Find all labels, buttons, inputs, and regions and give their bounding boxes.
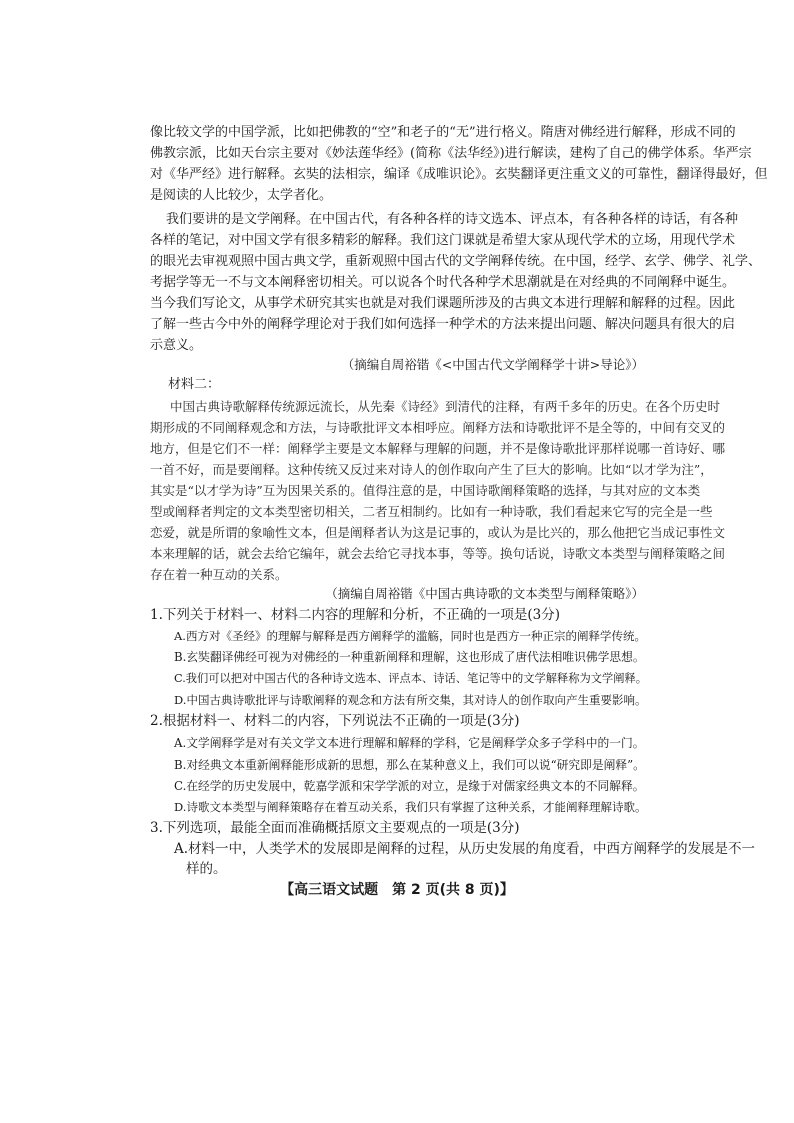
material2-line: 本来理解的话，就会去给它编年，就会去给它寻找本事，等等。换句话说，诗歌文本类型与阐释策略之间 xyxy=(150,546,726,561)
question-3-stem: 3.下列选项，最能全面而准确概括原文主要观点的一项是(3分) xyxy=(150,820,520,836)
material2-line: 存在着一种互动的关系。 xyxy=(150,567,288,582)
page-footer: 【高三语文试题 第 2 页(共 8 页)】 xyxy=(280,882,514,898)
passage1-source: （摘编自周裕锴《<中国古代文学阐释学十讲>导论》） xyxy=(341,357,644,372)
passage1-line: 佛教宗派，比如天台宗主要对《妙法莲华经》(简称《法华经》)进行解读，建构了自己的佛学体系。华严宗 xyxy=(150,146,752,161)
question-2-option-b[interactable]: B.对经典文本重新阐释能形成新的思想，那么在某种意义上，我们可以说“研究即是阐释”。 xyxy=(174,758,645,772)
question-2-option-a[interactable]: A.文学阐释学是对有关文学文本进行理解和解释的学科，它是阐释学众多子学科中的一门。 xyxy=(174,736,645,750)
question-3-option-a[interactable]: A.材料一中，人类学术的发展即是阐释的过程，从历史发展的角度看，中西方阐释学的发展是不一 xyxy=(174,841,756,857)
question-1-option-b[interactable]: B.玄奘翻译佛经可视为对佛经的一种重新阐释和理解，这也形成了唐代法相唯识佛学思想。 xyxy=(174,650,645,664)
material2-source: （摘编自周裕锴《中国古典诗歌的文本类型与阐释策略》） xyxy=(325,586,644,601)
question-2-option-d[interactable]: D.诗歌文本类型与阐释策略存在着互动关系，我们只有掌握了这种关系，才能阐释理解诗歌。 xyxy=(174,800,647,814)
material2-line: 其实是“以才学为诗”互为因果关系的。值得注意的是，中国诗歌阐释策略的选择，与其对应的文本类 xyxy=(150,483,701,498)
material2-line: 中国古典诗歌解释传统源远流长，从先秦《诗经》到清代的注释，有两千多年的历史。在各个历史时 xyxy=(170,399,721,414)
passage1-para2-line: 当今我们写论文，从事学术研究其实也就是对我们课题所涉及的古典文本进行理解和解释的过程。因此 xyxy=(150,296,736,311)
material2-line: 恋爱，就是所谓的象喻性文本，但是阐释者认为这是记事的，或认为是比兴的，那么他把它当成记事性文 xyxy=(150,525,726,540)
passage1-para2-line: 了解一些古今中外的阐释学理论对于我们如何选择一种学术的方法来提出问题、解决问题具有很大的启 xyxy=(150,317,736,332)
passage1-para2-line: 考据学等无一不与文本阐释密切相关。可以说各个时代各种学术思潮就是在对经典的不同阐释中诞生。 xyxy=(150,275,736,290)
question-3-option-a-cont: 样的。 xyxy=(186,861,227,877)
question-1-option-d[interactable]: D.中国古典诗歌批评与诗歌阐释的观念和方法有所交集，其对诗人的创作取向产生重要影响。 xyxy=(174,693,647,707)
passage1-para2-line: 各样的笔记，对中国文学有很多精彩的解释。我们这门课就是希望大家从现代学术的立场，用现代学术 xyxy=(150,233,736,248)
passage1-line: 是阅读的人比较少，太学者化。 xyxy=(150,188,333,203)
material2-line: 地方，但是它们不一样：阐释学主要是文本解释与理解的问题，并不是像诗歌批评那样说哪一首诗好、哪 xyxy=(150,441,726,456)
question-1-stem: 1.下列关于材料一、材料二内容的理解和分析，不正确的一项是(3分) xyxy=(150,607,561,623)
question-1-option-a[interactable]: A.西方对《圣经》的理解与解释是西方阐释学的滥觞，同时也是西方一种正宗的阐释学传统。 xyxy=(174,629,646,643)
question-2-option-c[interactable]: C.在经学的历史发展中，乾嘉学派和宋学学派的对立，是缘于对儒家经典文本的不同解释。 xyxy=(174,779,645,793)
material2-line: 一首不好，而是要阐释。这种传统又反过来对诗人的创作取向产生了巨大的影响。比如“以才学为注”， xyxy=(150,462,713,477)
material2-line: 型或阐释者判定的文本类型密切相关，二者互相制约。比如有一种诗歌，我们看起来它写的完全是一些 xyxy=(150,504,713,519)
passage1-para2-line: 示意义。 xyxy=(150,338,203,353)
passage1-para2-line: 我们要讲的是文学阐释。在中国古代，有各种各样的诗文选本、评点本，有各种各样的诗话，有各种 xyxy=(166,212,739,227)
passage1-line: 对《华严经》进行解释。玄奘的法相宗，编译《成唯识论》。玄奘翻译更注重文义的可靠性，翻译得最好，但 xyxy=(150,167,768,182)
passage1-para2-line: 的眼光去审视观照中国古典文学，重新观照中国古代的文学阐释传统。在中国，经学、玄学、佛学、礼学、 xyxy=(150,254,762,269)
material2-label: 材料二： xyxy=(168,377,221,392)
question-1-option-c[interactable]: C.我们可以把对中国古代的各种诗文选本、评点本、诗话、笔记等中的文学解释称为文学阐释。 xyxy=(174,672,648,685)
material2-line: 期形成的不同阐释观念和方法，与诗歌批评文本相呼应。阐释方法和诗歌批评不是全等的，中间有交叉的 xyxy=(150,420,726,435)
question-2-stem: 2.根据材料一、材料二的内容，下列说法不正确的一项是(3分) xyxy=(150,713,520,729)
passage1-line: 像比较文学的中国学派，比如把佛教的“空”和老子的“无”进行格义。隋唐对佛经进行解释，形成不同的 xyxy=(150,125,736,140)
